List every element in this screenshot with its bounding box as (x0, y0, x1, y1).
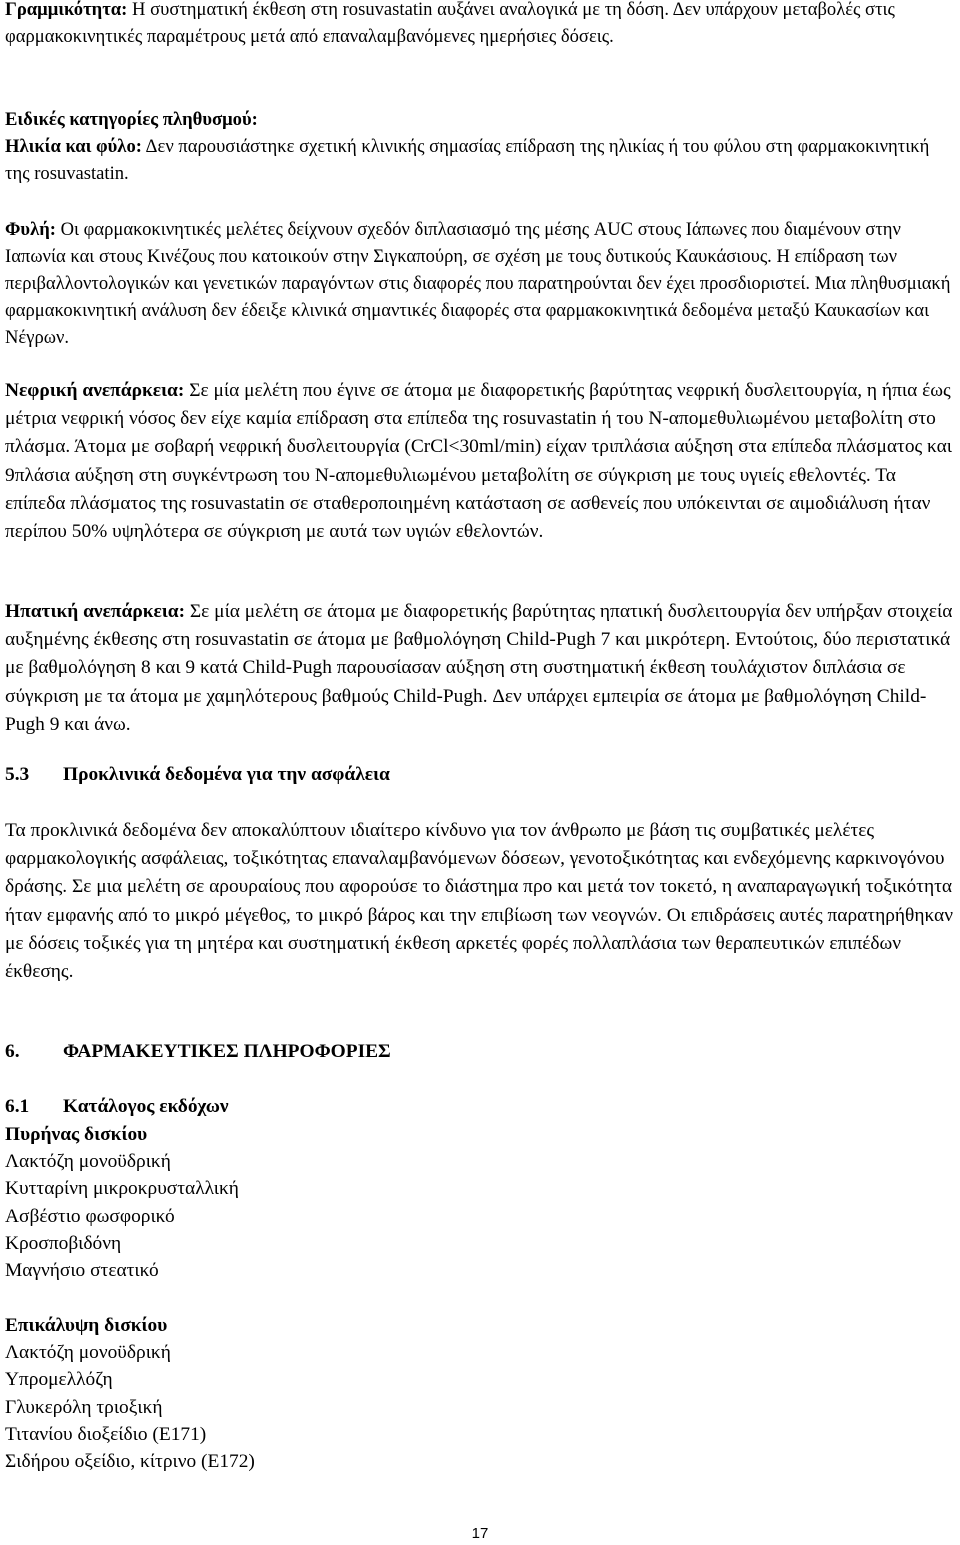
age-sex-text: Δεν παρουσιάστηκε σχετική κλινικής σημασίας επίδραση της ηλικίας ή του φύλου στη φαρμακοκινητική της rosuvastatin. (5, 136, 930, 184)
age-sex-label: Ηλικία και φύλο: (5, 136, 142, 157)
section-6-title: ΦΑΡΜΑΚΕΥΤΙΚΕΣ ΠΛΗΡΟΦΟΡΙΕΣ (63, 1041, 391, 1062)
coating-list-title: Επικάλυψη δισκίου (5, 1315, 168, 1336)
list-item: Λακτόζη μονοϋδρική (5, 1342, 171, 1364)
hepatic-text: Σε μία μελέτη σε άτομα με διαφορετικής βαρύτητας ηπατική δυσλειτουργία δεν υπήρξαν στοιχεία αυξημένης έκθεσης στη rosuvastatin σε άτομα με βαθμολόγηση Child-Pugh 7 και μικρότερη. Εντούτοις, δύο περιστατικά με βαθμολόγηση 8 και 9 κατά Child-Pugh παρουσίασαν αύξηση στη συστηματική έκθεση τουλάχιστον διπλάσια σε σύγκριση με τα άτομα με χαμηλότερους βαθμούς Child-Pugh. Δεν υπάρχει εμπειρία σε άτομα με βαθμολόγηση Child-Pugh 9 και άνω. (5, 601, 953, 735)
renal-label: Νεφρική ανεπάρκεια: (5, 380, 185, 401)
list-item: Μαγνήσιο στεατικό (5, 1260, 159, 1282)
linearity-label: Γραμμικότητα: (5, 0, 128, 20)
list-item: Γλυκερόλη τριοξική (5, 1396, 163, 1418)
renal-text: Σε μία μελέτη που έγινε σε άτομα με διαφορετικής βαρύτητας νεφρική δυσλειτουργία, η ήπια έως μέτρια νεφρική νόσος δεν είχε καμία επίδραση στα επίπεδα της rosuvastatin ή του Ν-απομεθυλιωμένου μεταβολίτη στο πλάσμα. Άτομα με σοβαρή νεφρική δυσλειτουργία (CrCl<30ml/min) είχαν τριπλάσια αύξηση στα επίπεδα πλάσματος και 9πλάσια αύξηση στη συγκέντρωση του Ν-απομεθυλιωμένου μεταβολίτη σε σύγκριση με τους υγιείς εθελοντές. Τα επίπεδα πλάσματος της rosuvastatin σε σταθεροποιημένη κατάσταση σε ασθενείς που υπόκεινται σε αιμοδιάλυση ήταν περίπου 50% υψηλότερα σε σύγκριση με αυτά των υγιών εθελοντών. (5, 380, 953, 543)
race-text: Οι φαρμακοκινητικές μελέτες δείχνουν σχεδόν διπλασιασμό της μέσης AUC στους Ιάπωνες που διαμένουν στην Ιαπωνία και στους Κινέζους που κατοικούν στην Σιγκαπούρη, σε σχέση με τους δυτικούς Καυκάσιους. Η επίδραση των περιβαλλοντολογικών και γενετικών παραγόντων στις διαφορές που παρατηρούνται δεν έχει προσδιοριστεί. Μια πληθυσμιακή φαρμακοκινητική ανάλυση δεν έδειξε κλινικά σημαντικές διαφορές στα φαρμακοκινητικά δεδομένα μεταξύ Καυκασίων και Νέγρων. (5, 219, 951, 348)
hepatic-label: Ηπατική ανεπάρκεια: (5, 601, 186, 622)
coating-excipients-list (5, 1312, 955, 1475)
section-6-number: 6. (5, 1041, 20, 1062)
section-6-1-heading (5, 1093, 955, 1121)
race-label: Φυλή: (5, 219, 56, 240)
section-6-1-title: Κατάλογος εκδόχων (63, 1096, 229, 1117)
core-excipients-list (5, 1121, 955, 1284)
list-item: Κροσποβιδόνη (5, 1232, 122, 1254)
section-5-3-title: Προκλινικά δεδομένα για την ασφάλεια (63, 764, 390, 785)
section-5-3-paragraph: Τα προκλινικά δεδομένα δεν αποκαλύπτουν ιδιαίτερο κίνδυνο για τον άνθρωπο με βάση τις συμβατικές μελέτες φαρμακολογικής ασφάλειας, τοξικότητας επαναλαμβανόμενων δόσεων, γενοτοξικότητας και ενδεχόμενης καρκινογόνου δράσης. Σε μια μελέτη σε αρουραίους που αφορούσε το διάστημα προ και μετά τον τοκετό, η αναπαραγωγική τοξικότητα ήταν εμφανής από το μικρό μέγεθος, το μικρό βάρος και την επιβίωση των νεογνών. Οι επιδράσεις αυτές παρατηρήθηκαν με δόσεις τοξικές για τη μητέρα και συστηματική έκθεση αρκετές φορές πολλαπλάσια των θεραπευτικών επιπέδων έκθεσης. (5, 820, 953, 983)
special-populations-title: Ειδικές κατηγορίες πληθυσμού: (5, 109, 258, 130)
linearity-text: Η συστηματική έκθεση στη rosuvastatin αυξάνει αναλογικά με τη δόση. Δεν υπάρχουν μεταβολές στις φαρμακοκινητικές παραμέτρους μετά από επαναλαμβανόμενες ημερήσιες δόσεις. (5, 0, 895, 47)
core-list-title: Πυρήνας δισκίου (5, 1124, 148, 1145)
section-6-1-number: 6.1 (5, 1096, 30, 1117)
special-populations-paragraph (5, 106, 955, 187)
hepatic-paragraph (5, 598, 955, 739)
list-item: Υπρομελλόζη (5, 1369, 113, 1391)
list-item: Λακτόζη μονοϋδρική (5, 1151, 171, 1173)
list-item: Τιτανίου διοξείδιο (Ε171) (5, 1423, 207, 1445)
list-item: Ασβέστιο φωσφορικό (5, 1205, 175, 1227)
list-item: Κυτταρίνη μικροκρυσταλλική (5, 1178, 239, 1200)
section-5-3-number: 5.3 (5, 764, 30, 785)
list-item: Σιδήρου οξείδιο, κίτρινο (Ε172) (5, 1451, 255, 1473)
race-paragraph (5, 216, 955, 351)
linearity-paragraph (5, 0, 955, 50)
renal-paragraph (5, 377, 955, 546)
section-6-heading (5, 1038, 955, 1066)
section-5-3-heading (5, 761, 955, 789)
page-number: 17 (471, 1525, 489, 1542)
